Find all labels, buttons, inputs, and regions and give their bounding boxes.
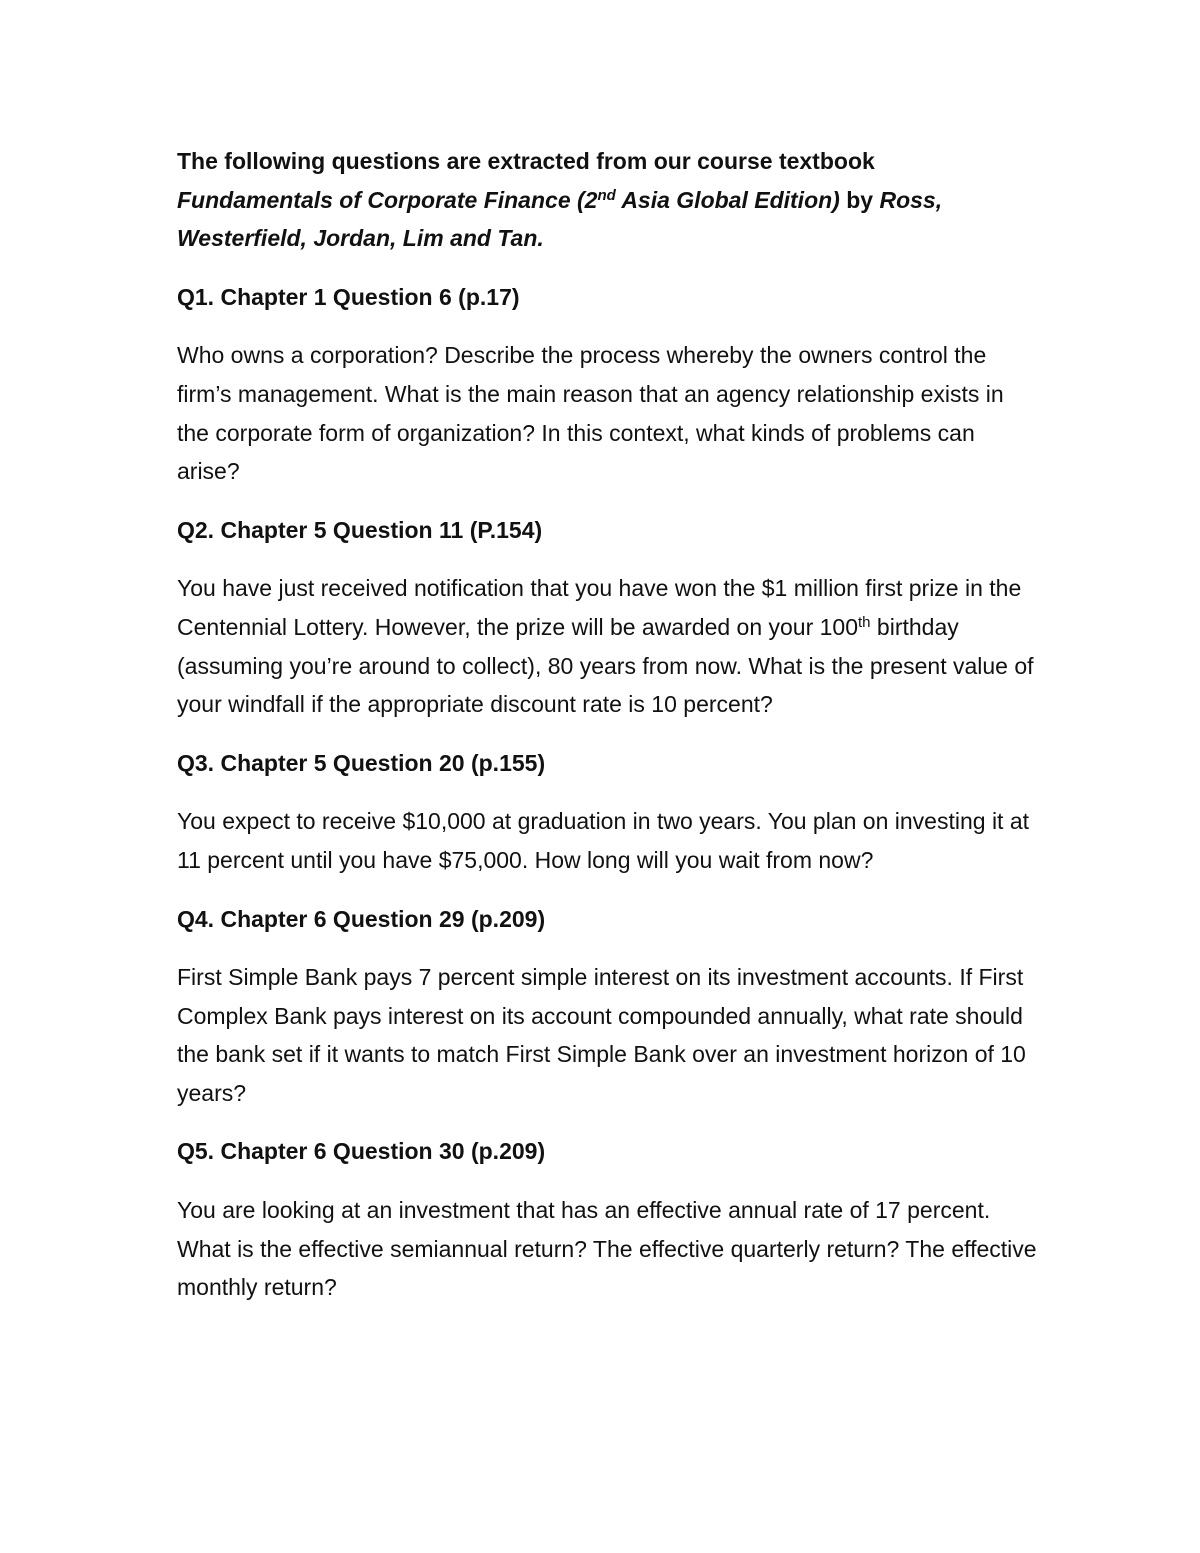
q2-body-post: birthday (assuming you’re around to collect), 80 years from now. What is the present value of your windfall if the appropriate discount rate is 10 percent? xyxy=(177,613,1034,718)
q4-body: First Simple Bank pays 7 percent simple interest on its investment accounts. If First Complex Bank pays interest on its account compounded annually, what rate should the bank set if it wants to match First Simple Bank over an investment horizon of 10 years? xyxy=(177,964,1026,1106)
by-text: by xyxy=(839,186,880,213)
q5-heading: Q5. Chapter 6 Question 30 (p.209) xyxy=(177,1138,546,1165)
q4-heading: Q4. Chapter 6 Question 29 (p.209) xyxy=(177,905,546,932)
q2-heading: Q2. Chapter 5 Question 11 (P.154) xyxy=(177,516,543,543)
q1-heading: Q1. Chapter 1 Question 6 (p.17) xyxy=(177,283,520,310)
book-title-superscript: nd xyxy=(597,186,616,204)
intro-line: The following questions are extracted from our course textbook xyxy=(177,148,875,174)
q3-body: You expect to receive $10,000 at graduation in two years. You plan on investing it at 11 percent until you have $75,000. How long will you wait from now? xyxy=(177,808,1030,873)
book-title-pre: Fundamentals of Corporate Finance (2 xyxy=(177,186,598,213)
document-content xyxy=(177,142,1037,1327)
book-title xyxy=(177,187,840,213)
q2-body-superscript: th xyxy=(858,613,871,631)
q3-heading: Q3. Chapter 5 Question 20 (p.155) xyxy=(177,749,546,776)
book-title-post: Asia Global Edition) xyxy=(615,186,840,213)
q5-body: You are looking at an investment that has an effective annual rate of 17 percent. What is the effective semiannual return? The effective quarterly return? The effective monthly return? xyxy=(177,1197,1037,1301)
q2-body xyxy=(177,569,1037,723)
q2-body-pre: You have just received notification that you have won the $1 million first prize in the Centennial Lottery. However, the prize will be awarded on your 100 xyxy=(177,575,1022,640)
intro-paragraph xyxy=(177,142,1037,258)
book-authors: Ross, Westerfield, Jordan, Lim and Tan. xyxy=(177,186,943,252)
q1-body: Who owns a corporation? Describe the process whereby the owners control the firm’s management. What is the main reason that an agency relationship exists in the corporate form of organization? In this context, what kinds of problems can arise? xyxy=(177,342,1004,485)
